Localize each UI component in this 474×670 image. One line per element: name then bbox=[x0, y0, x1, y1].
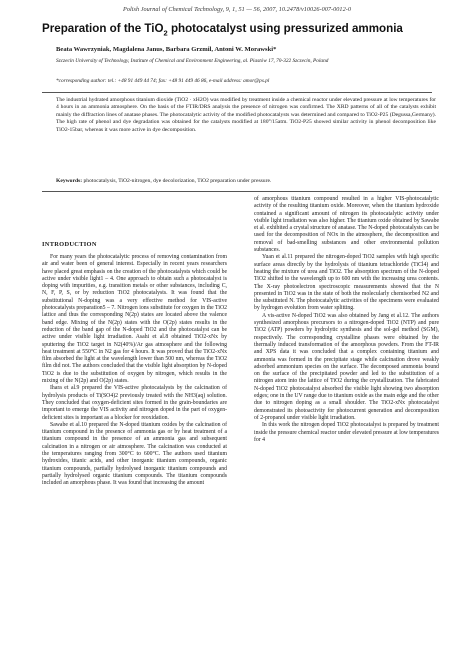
title-subscript: 2 bbox=[163, 28, 168, 38]
abstract: The industrial hydrated amorphous titanium dioxide (TiO2 · xH2O) was modified by treatment inside a chemical reactor under elevated pressure at low temperatures for 4 hours in an ammonia atmosphere. On the basis of the FTIR/DRS analysis the presence of nitrogen was confirmed. The XRD patterns of all of the catalysts exhibit mainly the diffraction lines of anatase phases. The photocatalytic activity of the modified photocatalysts was determined and compared to TiO2-P25 (Degussa,Germany). The high rate of phenol and dye degradation was obtained for the catalysts modified at 180°/15atm. TiO2-P25 showed similar activity in phenol decomposition like TiO2-15bar, whereas it was more active in dye decomposition. bbox=[56, 97, 436, 133]
paragraph: For many years the photocatalytic process of removing contamination from air and water been of general interest. Especially in recent years researchers have placed great emphasis on the creation of the photocatalysts which could be active under visible light1 – 4. One approach to obtain such a photocatalyst is doping with impurities, e.g. transition metals or other substances, including C, N, F, P, S, or by reduction TiO2 photocatalysts. It was found that the substitutional N-doping was a very effective method for VIS-active photocatalysts preparation5 – 7. Nitrogen ions substitute for oxygen in the TiO2 lattice and thus the corresponding N(2p) states are located above the valence band edge. Mixing of the N(2p) states with the O(2p) states results in the reduction of the band gap of the N-doped TiO2 and the photocatalyst can be active under visible light irradiation. Asahi et al.8 obtained TiO2-xNx by sputtering the TiO2 target in N2(40%)/Ar gas atmosphere and the following heat treatment at 550°C in N2 gas for 4 hours. It was proved that the TiO2-xNx film absorbed the light at the wavelength lower than 500 nm, whereas the TiO2 film did not. The authors concluded that the visible light absorption by N-doped TiO2 is due to the substitution of oxygen by nitrogen, which results in the mixing of the N(2p) and O(2p) states. bbox=[42, 254, 227, 385]
author-list: Beata Wawrzyniak, Magdalena Janus, Barbara Grzmil, Antoni W. Morawski* bbox=[56, 46, 277, 53]
corresponding-author: *corresponding author: tel.: +48 91 449 44 74; fax: +48 91 449 46 86, e-mail address: amor@ps.pl bbox=[56, 78, 270, 84]
title-suffix: photocatalyst using pressurized ammonia bbox=[167, 22, 403, 35]
divider-top bbox=[42, 92, 432, 93]
keywords bbox=[56, 178, 436, 185]
right-column bbox=[254, 196, 439, 444]
running-head: Polish Journal of Chemical Technology, 9, 1, 51 — 56, 2007, 10.2478/v10026-007-0012-0 bbox=[123, 6, 351, 13]
keywords-label: Keywords: bbox=[56, 178, 83, 184]
paragraph: of amorphous titanium compound resulted in a higher VIS-photocatalytic activity of the resulting titanium oxide. Moreover, when the titanium hydroxide contained a significant amount of nitrogen its photocatalytic activity under visible light irradiation was also higher. The titanium oxide obtained by Sawabe et al. exhibited a crystal structure of anatase. The N-doped photocatalysts can be used for the decomposition of NOx in the atmosphere, the decomposition and removal of bad-smelling substances and other environmental pollution substances. bbox=[254, 196, 439, 254]
affiliation: Szczecin University of Technology, Institute of Chemical and Environment Engineering, al. Piastów 17, 70-322 Szczecin, Poland bbox=[56, 58, 329, 64]
section-heading-introduction: INTRODUCTION bbox=[42, 241, 97, 248]
title-prefix: Preparation of the TiO bbox=[42, 22, 164, 35]
keywords-text: photocatalysis, TiO2-nitrogen, dye decolorization, TiO2 preparation under pressure. bbox=[82, 178, 272, 184]
left-column bbox=[42, 254, 227, 488]
divider-bottom bbox=[42, 191, 432, 192]
paper-title bbox=[42, 22, 442, 38]
paragraph: Sawabe et al.10 prepared the N-doped titanium oxides by the calcination of titanium compound in the presence of ammonia gas or by heat treatment of a titanium compound in the presence of an ammonia gas and subsequent calcination in a nitrogen or air atmosphere. The calcination was conducted at the temperatures ranging from 300°C to 600°C. The authors used titanium hydroxides, titanic acids, and other inorganic titanium compounds, organic titanium compounds, partially hydrolysed inorganic titanium compounds and partially hydrolysed organic titanium compounds. The titanium compounds included an amorphous phase. It was found that increasing the amount bbox=[42, 421, 227, 487]
paragraph: Ihara et al.9 prepared the VIS-active photocatalysts by the calcination of hydrolysis products of Ti(SO4)2 previously treated with the NH3(aq) solution. They concluded that oxygen-deficient sites formed in the grain-boundaries are important to emerge the VIS activity and nitrogen doped in the part of oxygen-deficient sites is important as a blocker for reoxidation. bbox=[42, 385, 227, 421]
paragraph: A vis-active N-doped TiO2 was also obtained by Jang et al.12. The authors synthesized amorphous precursors to a nitrogen-doped TiO2 (NTP) and pure TiO2 (ATP) powders by hydrolytic synthesis and the sol-gel method (SGM), respectively. The corresponding crystalline phases were obtained by the thermally induced transformation of the amorphous powders. From the FT-IR and XPS data it was concluded that a complex containing titanium and ammonia was formed in the precipitate stage while calcination drove weakly adsorbed ammonium species on the surface. The decomposed ammonia bound on the surface of the precipitated powder and led to the substitution of a nitrogen atom into the lattice of TiO2 during the crystallization. The fabricated N-doped TiO2 photocatalyst absorbed the visible light showing two absorption edges; one in the UV range due to titanium oxide as the main edge and the other due to nitrogen doping as a small shoulder. The TiO2-xNx photocatalyst demonstrated its photoactivity for photocurrent generation and decomposition of 2-propanol under visible light irradiation. bbox=[254, 312, 439, 421]
paragraph: In this work the nitrogen doped TiO2 photocatalyst is prepared by treatment inside the pressure chemical reactor under elevated pressure at low temperatures for 4 bbox=[254, 422, 439, 443]
paragraph: Yuan et al.11 prepared the nitrogen-doped TiO2 samples with high specific surface areas directly by the hydrolysis of titanium tetrachloride (TiCl4) and heating the mixture of urea and TiO2. The absorption spectrum of the N-doped TiO2 shifted to the wavelength up to 600 nm with the increasing urea contents. The X-ray photoelectron spectroscopic measurements showed that the N presented in TiO2 was in the state of both the molecularly chemisorbed N2 and the substituted N. The photocatalytic activities of the specimens were evaluated by hydrogen evolution from water splitting. bbox=[254, 254, 439, 312]
